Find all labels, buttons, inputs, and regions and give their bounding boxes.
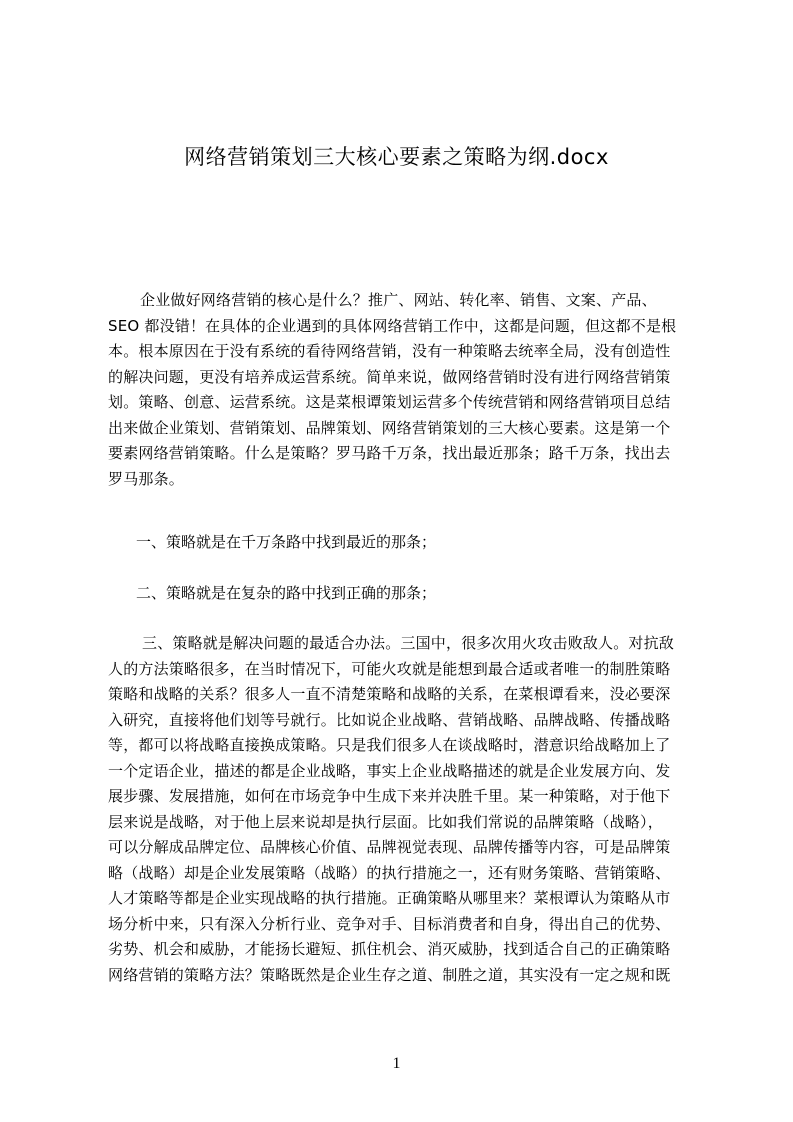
paragraph-strategy-3 [108,631,708,988]
paragraph-line: 三、策略就是解决问题的最适合办法。三国中，很多次用火攻击败敌人。对抗敌 [142,634,675,652]
paragraph-line: 劣势、机会和威胁，才能扬长避短、抓住机会、消灭威胁，找到适合自己的正确策略 [108,940,671,958]
paragraph-line: 等，都可以将战略直接换成策略。只是我们很多人在谈战略时，潜意识给战略加上了 [108,736,671,754]
document-title: 网络营销策划三大核心要素之策略为纲.docx [184,145,609,169]
strategy-point-2: 二、策略就是在复杂的路中找到正确的那条； [136,584,437,602]
paragraph-line: SEO 都没错！在具体的企业遇到的具体网络营销工作中，这都是问题，但这都不是根 [108,316,677,335]
paragraph-line: 人才策略等都是企业实现战略的执行措施。正确策略从哪里来？菜根谭认为策略从市 [108,889,671,907]
page-number: 1 [392,1055,401,1072]
paragraph-line: 划。策略、创意、运营系统。这是菜根谭策划运营多个传统营销和网络营销项目总结 [108,393,671,411]
paragraph-line: 一个定语企业，描述的都是企业战略，事实上企业战略描述的就是企业发展方向、发 [108,761,671,780]
paragraph-line: 要素网络营销策略。什么是策略？罗马路千万条，找出最近那条；路千万条，找出去 [108,444,671,462]
paragraph-line: 层来说是战略，对于他上层来说却是执行层面。比如我们常说的品牌策略（战略）， [108,812,663,831]
paragraph-line: 场分析中来，只有深入分析行业、竞争对手、目标消费者和自身，得出自己的优势、 [108,914,671,933]
paragraph-line: 网络营销的策略方法？策略既然是企业生存之道、制胜之道，其实没有一定之规和既 [108,965,671,984]
paragraph-line: 略（战略）却是企业发展策略（战略）的执行措施之一，还有财务策略、营销策略、 [108,863,671,882]
paragraph-line: 罗马那条。 [108,469,185,488]
paragraph-line: 展步骤、发展措施，如何在市场竞争中生成下来并决胜千里。某一种策略，对于他下 [108,787,671,805]
strategy-point-1: 一、策略就是在千万条路中找到最近的那条； [136,533,437,551]
paragraph-line: 的解决问题，更没有培养成运营系统。简单来说，做网络营销时没有进行网络营销策 [108,367,671,386]
paragraph-line: 出来做企业策划、营销策划、品牌策划、网络营销策划的三大核心要素。这是第一个 [108,418,671,437]
paragraph-line: 入研究，直接将他们划等号就行。比如说企业战略、营销战略、品牌战略、传播战略 [108,710,671,729]
paragraph-line: 企业做好网络营销的核心是什么？推广、网站、转化率、销售、文案、产品、 [140,291,657,309]
paragraph-line: 可以分解成品牌定位、品牌核心价值、品牌视觉表现、品牌传播等内容，可是品牌策 [108,838,671,856]
paragraph-intro [108,288,708,492]
paragraph-line: 人的方法策略很多，在当时情况下，可能火攻就是能想到最合适或者唯一的制胜策略 [108,659,671,678]
paragraph-line: 本。根本原因在于没有系统的看待网络营销，没有一种策略去统率全局，没有创造性 [108,342,671,360]
paragraph-line: 策略和战略的关系？很多人一直不清楚策略和战略的关系，在菜根谭看来，没必要深 [108,685,671,703]
